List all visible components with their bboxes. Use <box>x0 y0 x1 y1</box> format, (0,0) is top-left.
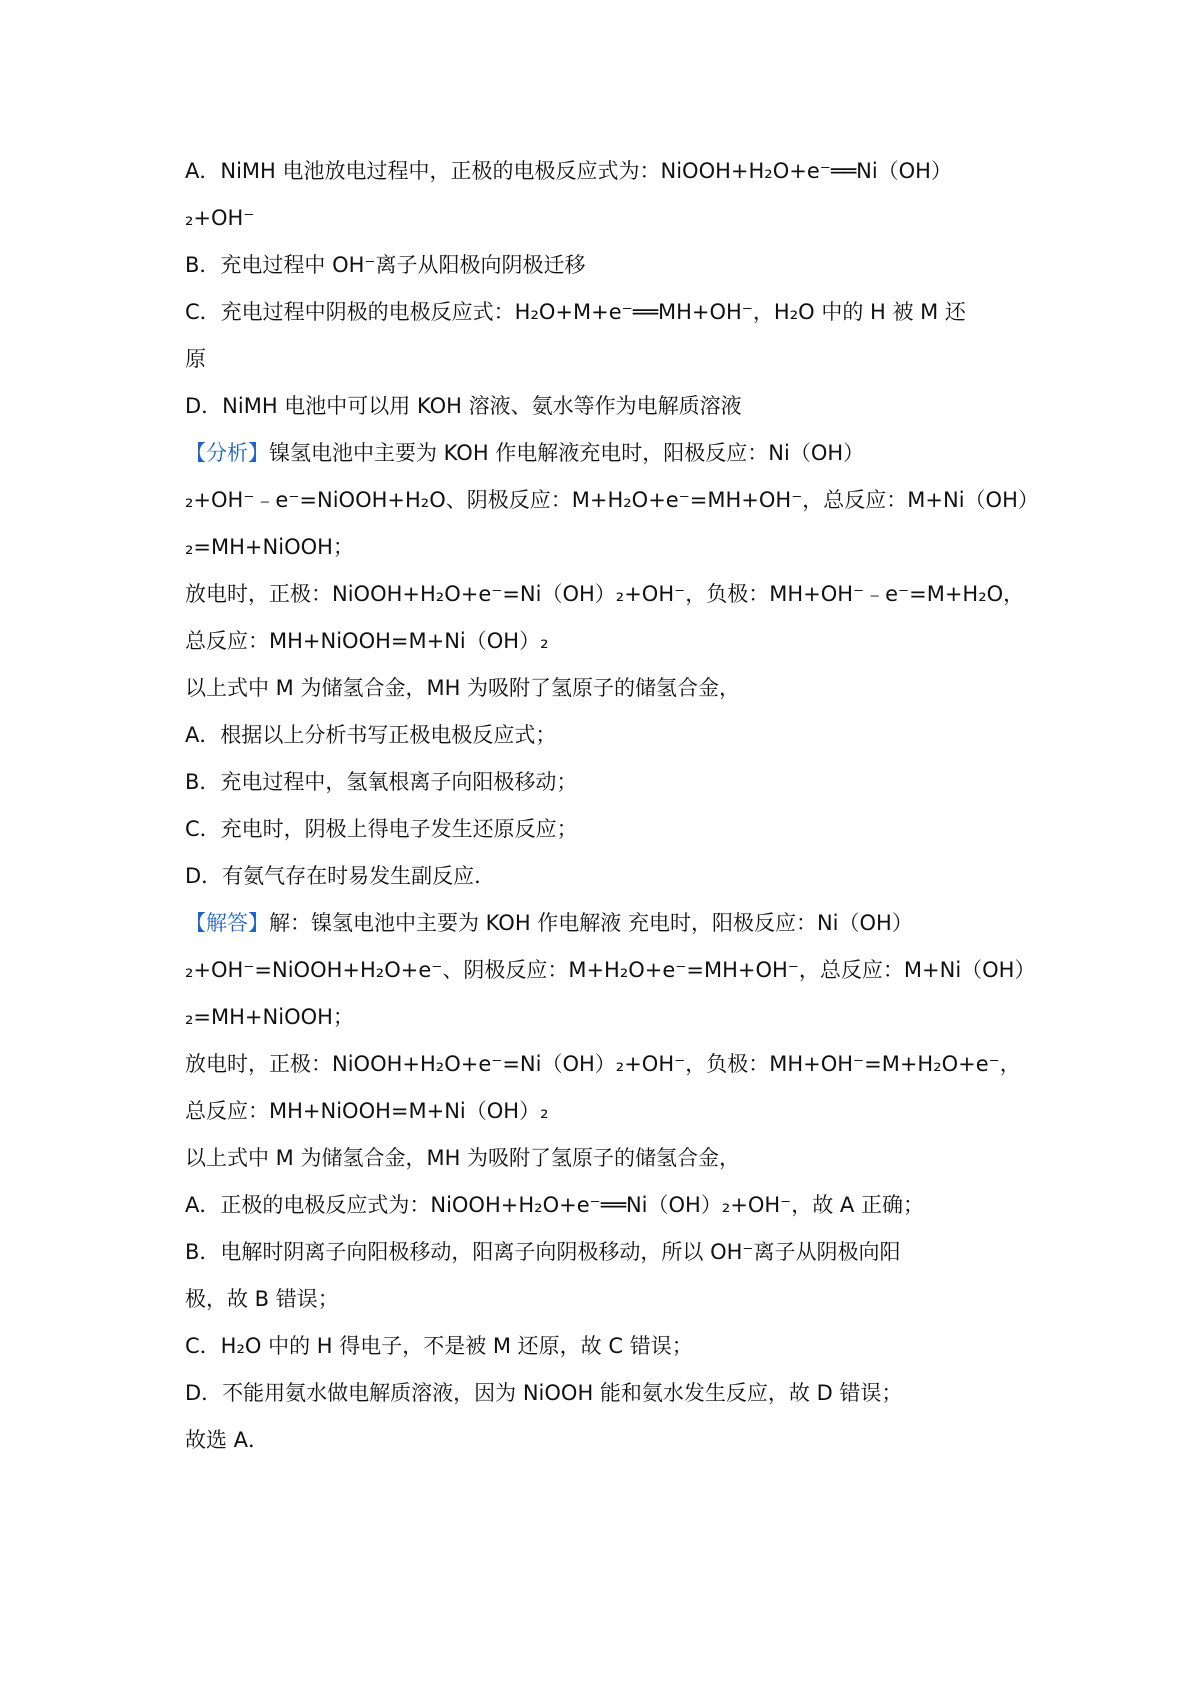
answer-line-4: 放电时，正极：NiOOH+H₂O+e⁻=Ni（OH）₂+OH⁻，负极：MH+OH⁻=M+H₂O+e⁻， <box>185 1052 1021 1076</box>
answer-text: 解：镍氢电池中主要为 KOH 作电解液 充电时，阳极反应：Ni（OH） <box>269 911 913 935</box>
answer-line-3: ₂=MH+NiOOH； <box>185 1005 354 1029</box>
answer-line-11: D．不能用氨水做电解质溶液，因为 NiOOH 能和氨水发生反应，故 D 错误； <box>185 1381 903 1405</box>
answer-line-7: A．正极的电极反应式为：NiOOH+H₂O+e⁻══Ni（OH）₂+OH⁻，故 A 正确； <box>185 1193 924 1217</box>
analysis-line-7: A．根据以上分析书写正极电极反应式； <box>185 723 557 747</box>
analysis-line-1 <box>185 430 1035 477</box>
analysis-line-3: ₂=MH+NiOOH； <box>185 535 354 559</box>
option-a-line-1: A．NiMH 电池放电过程中，正极的电极反应式为：NiOOH+H₂O+e⁻══Ni（OH） <box>185 159 952 183</box>
analysis-line-10: D．有氨气存在时易发生副反应． <box>185 864 496 888</box>
answer-line-1 <box>185 900 1035 947</box>
answer-line-2: ₂+OH⁻=NiOOH+H₂O+e⁻、阴极反应：M+H₂O+e⁻=MH+OH⁻，总反应：M+Ni（OH） <box>185 958 1036 982</box>
option-c-line-2: 原 <box>185 347 206 371</box>
option-a-line-2: ₂+OH⁻ <box>185 206 255 230</box>
answer-line-8: B．电解时阴离子向阳极移动，阳离子向阴极移动，所以 OH⁻离子从阴极向阳 <box>185 1240 901 1264</box>
answer-line-6: 以上式中 M 为储氢合金，MH 为吸附了氢原子的储氢合金， <box>185 1146 741 1170</box>
answer-tag: 【解答】 <box>185 911 269 935</box>
option-b: B．充电过程中 OH⁻离子从阳极向阴极迁移 <box>185 253 586 277</box>
analysis-line-8: B．充电过程中，氢氧根离子向阳极移动； <box>185 770 578 794</box>
analysis-line-5: 总反应：MH+NiOOH=M+Ni（OH）₂ <box>185 629 549 653</box>
answer-line-5: 总反应：MH+NiOOH=M+Ni（OH）₂ <box>185 1099 549 1123</box>
option-c-line-1: C．充电过程中阴极的电极反应式：H₂O+M+e⁻══MH+OH⁻，H₂O 中的 H 被 M 还 <box>185 300 966 324</box>
answer-line-12: 故选 A． <box>185 1428 270 1452</box>
analysis-line-4: 放电时，正极：NiOOH+H₂O+e⁻=Ni（OH）₂+OH⁻，负极：MH+OH⁻﹣e⁻=M+H₂O， <box>185 582 1025 606</box>
option-d: D．NiMH 电池中可以用 KOH 溶液、氨水等作为电解质溶液 <box>185 394 742 418</box>
analysis-line-9: C．充电时，阴极上得电子发生还原反应； <box>185 817 578 841</box>
analysis-text: 镍氢电池中主要为 KOH 作电解液充电时，阳极反应：Ni（OH） <box>269 441 865 465</box>
analysis-tag: 【分析】 <box>185 441 269 465</box>
analysis-line-2: ₂+OH⁻﹣e⁻=NiOOH+H₂O、阴极反应：M+H₂O+e⁻=MH+OH⁻，总反应：M+Ni（OH） <box>185 488 1039 512</box>
answer-line-10: C．H₂O 中的 H 得电子，不是被 M 还原，故 C 错误； <box>185 1334 693 1358</box>
answer-line-9: 极，故 B 错误； <box>185 1287 339 1311</box>
analysis-line-6: 以上式中 M 为储氢合金，MH 为吸附了氢原子的储氢合金， <box>185 676 741 700</box>
solution-content <box>185 148 1039 1464</box>
